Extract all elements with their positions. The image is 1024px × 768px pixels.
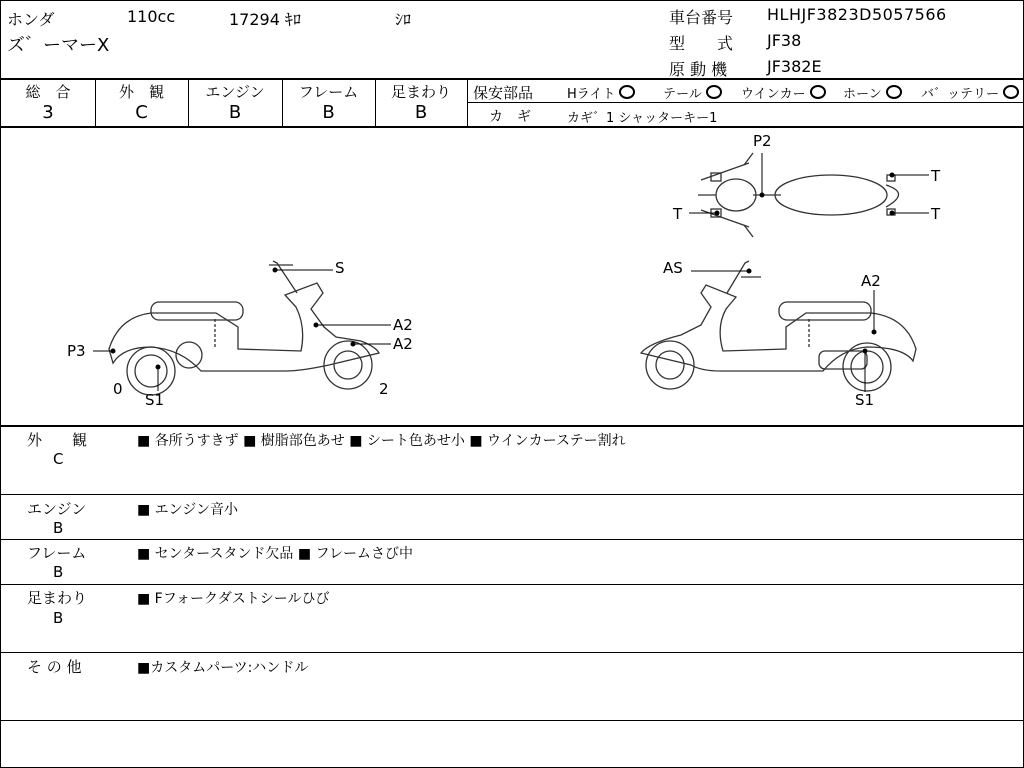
- color: ｼﾛ: [395, 10, 412, 29]
- label-t-top: T: [931, 167, 941, 185]
- key-value: カギ゛1 シャッターキー1: [567, 111, 718, 126]
- note-label-frame: フレーム: [27, 544, 87, 562]
- label-p2: P2: [753, 132, 772, 150]
- engine-label: 原 動 機: [669, 60, 728, 79]
- label-as: AS: [663, 259, 683, 277]
- label-s1-right: S1: [855, 391, 875, 409]
- note-text-frame: ■ センタースタンド欠品 ■ フレームさび中: [137, 546, 413, 562]
- ok-circle-icon: [810, 85, 826, 99]
- overall-label: 総 合: [25, 83, 71, 101]
- ok-circle-icon: [706, 85, 722, 99]
- engine-grade-label: エンジン: [205, 83, 265, 101]
- note-label-exterior: 外 観: [27, 431, 88, 449]
- label-0: 0: [113, 380, 123, 398]
- label-s: S: [335, 259, 345, 277]
- label-a2-upper: A2: [393, 316, 413, 334]
- suspension-grade-label: 足まわり: [390, 83, 451, 101]
- note-text-engine: ■ エンジン音小: [137, 502, 238, 518]
- suspension-grade: B: [414, 102, 428, 123]
- label-t-bottom: T: [931, 205, 941, 223]
- frame-no: HLHJF3823D5057566: [767, 5, 947, 24]
- mileage: 17294 ｷﾛ: [229, 10, 301, 29]
- frame-grade-label: フレーム: [298, 83, 359, 101]
- type-label: 型 式: [669, 34, 734, 53]
- overall-grade: 3: [42, 102, 54, 123]
- note-text-other: ■カスタムパーツ:ハンドル: [137, 660, 309, 676]
- displacement: 110cc: [127, 7, 176, 26]
- label-p3: P3: [67, 342, 86, 360]
- note-label-engine: エンジン: [27, 500, 87, 518]
- safety-item-headlight: Hライト: [567, 83, 635, 102]
- label-s1-left: S1: [145, 391, 165, 409]
- ok-circle-icon: [619, 85, 635, 99]
- maker: ホンダ: [7, 10, 55, 29]
- engine-value: JF382E: [767, 57, 822, 76]
- label-t-left: T: [673, 205, 683, 223]
- note-label-suspension: 足まわり: [27, 589, 88, 607]
- frame-grade: B: [322, 102, 335, 123]
- safety-item-tail: テール: [663, 83, 722, 102]
- model-name: ズ゛ーマーX: [7, 35, 110, 56]
- safety-label: 保安部品: [473, 84, 534, 102]
- divider: [1, 78, 1023, 80]
- type-value: JF38: [767, 31, 802, 50]
- label-a2-right: A2: [861, 272, 881, 290]
- note-grade-suspension: B: [53, 609, 64, 627]
- frame-no-label: 車台番号: [669, 8, 734, 27]
- exterior-grade: C: [135, 102, 148, 123]
- safety-item-winker: ウインカー: [741, 83, 826, 102]
- safety-item-horn: ホーン: [843, 83, 902, 102]
- note-text-suspension: ■ Fフォークダストシールひび: [137, 591, 330, 607]
- exterior-label: 外 観: [118, 83, 164, 101]
- note-label-other: そ の 他: [27, 658, 82, 676]
- safety-item-battery: バ゛ッテリー: [921, 83, 1019, 102]
- scooter-top-view-icon: [698, 153, 899, 237]
- engine-grade: B: [228, 102, 242, 123]
- label-a2-lower: A2: [393, 335, 413, 353]
- label-2: 2: [379, 380, 389, 398]
- ok-circle-icon: [1003, 85, 1019, 99]
- scooter-left-side-icon: [109, 261, 379, 395]
- note-grade-exterior: C: [53, 450, 64, 468]
- key-label: カ ギ: [489, 109, 531, 125]
- note-grade-engine: B: [53, 519, 64, 537]
- ok-circle-icon: [886, 85, 902, 99]
- note-text-exterior: ■ 各所うすきず ■ 樹脂部色あせ ■ シート色あせ小 ■ ウインカーステー割れ: [137, 433, 626, 449]
- note-grade-frame: B: [53, 563, 64, 581]
